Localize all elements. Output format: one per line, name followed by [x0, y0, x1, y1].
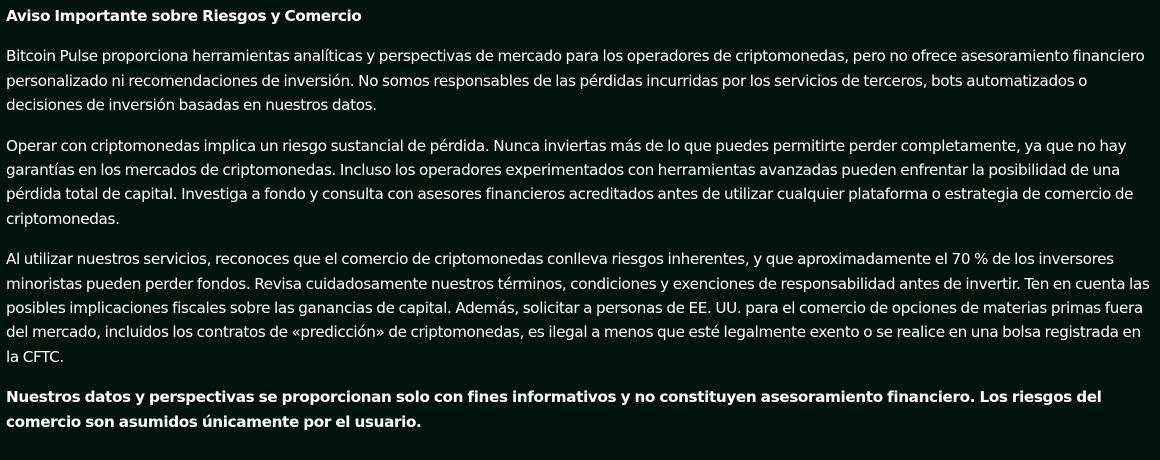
disclaimer-paragraph-risk: Operar con criptomonedas implica un riesgo sustancial de pérdida. Nunca inviertas más de lo que puedes permitirte perder completamente, ya que no hay garantías en los mercados de criptomonedas. Incluso los operadores experimentados con herramientas avanzadas pueden enfrentar la posibilidad de una pérdida total de capital. Investiga a fondo y consulta con asesores financieros acreditados antes de utilizar cualquier plataforma o estrategia de comercio de criptomonedas.	[6, 136, 1134, 228]
disclaimer-paragraph-acknowledgement: Al utilizar nuestros servicios, reconoces que el comercio de criptomonedas conlleva riesgos inherentes, y que aproximadamente el 70 % de los inversores minoristas pueden perder fondos. Revisa cuidadosamente nuestros términos, condiciones y exenciones de responsabilidad antes de invertir. Ten en cuenta las posibles implicaciones fiscales sobre las ganancias de capital. Además, solicitar a personas de EE. UU. para el comercio de opciones de materias primas fuera del mercado, incluidos los contratos de «predicción» de criptomonedas, es ilegal a menos que esté legalmente exento o se realice en una bolsa registrada en la CFTC.	[6, 250, 1150, 366]
disclaimer-closing-statement: Nuestros datos y perspectivas se proporcionan solo con fines informativos y no constituyen asesoramiento financiero. Los riesgos del comercio son asumidos únicamente por el usuario.	[6, 388, 1102, 431]
disclaimer-title: Aviso Importante sobre Riesgos y Comercio	[6, 7, 362, 25]
disclaimer-paragraph-services: Bitcoin Pulse proporciona herramientas analíticas y perspectivas de mercado para los operadores de criptomonedas, pero no ofrece asesoramiento financiero personalizado ni recomendaciones de inversión. No somos responsables de las pérdidas incurridas por los servicios de terceros, bots automatizados o decisiones de inversión basadas en nuestros datos.	[6, 47, 1145, 115]
